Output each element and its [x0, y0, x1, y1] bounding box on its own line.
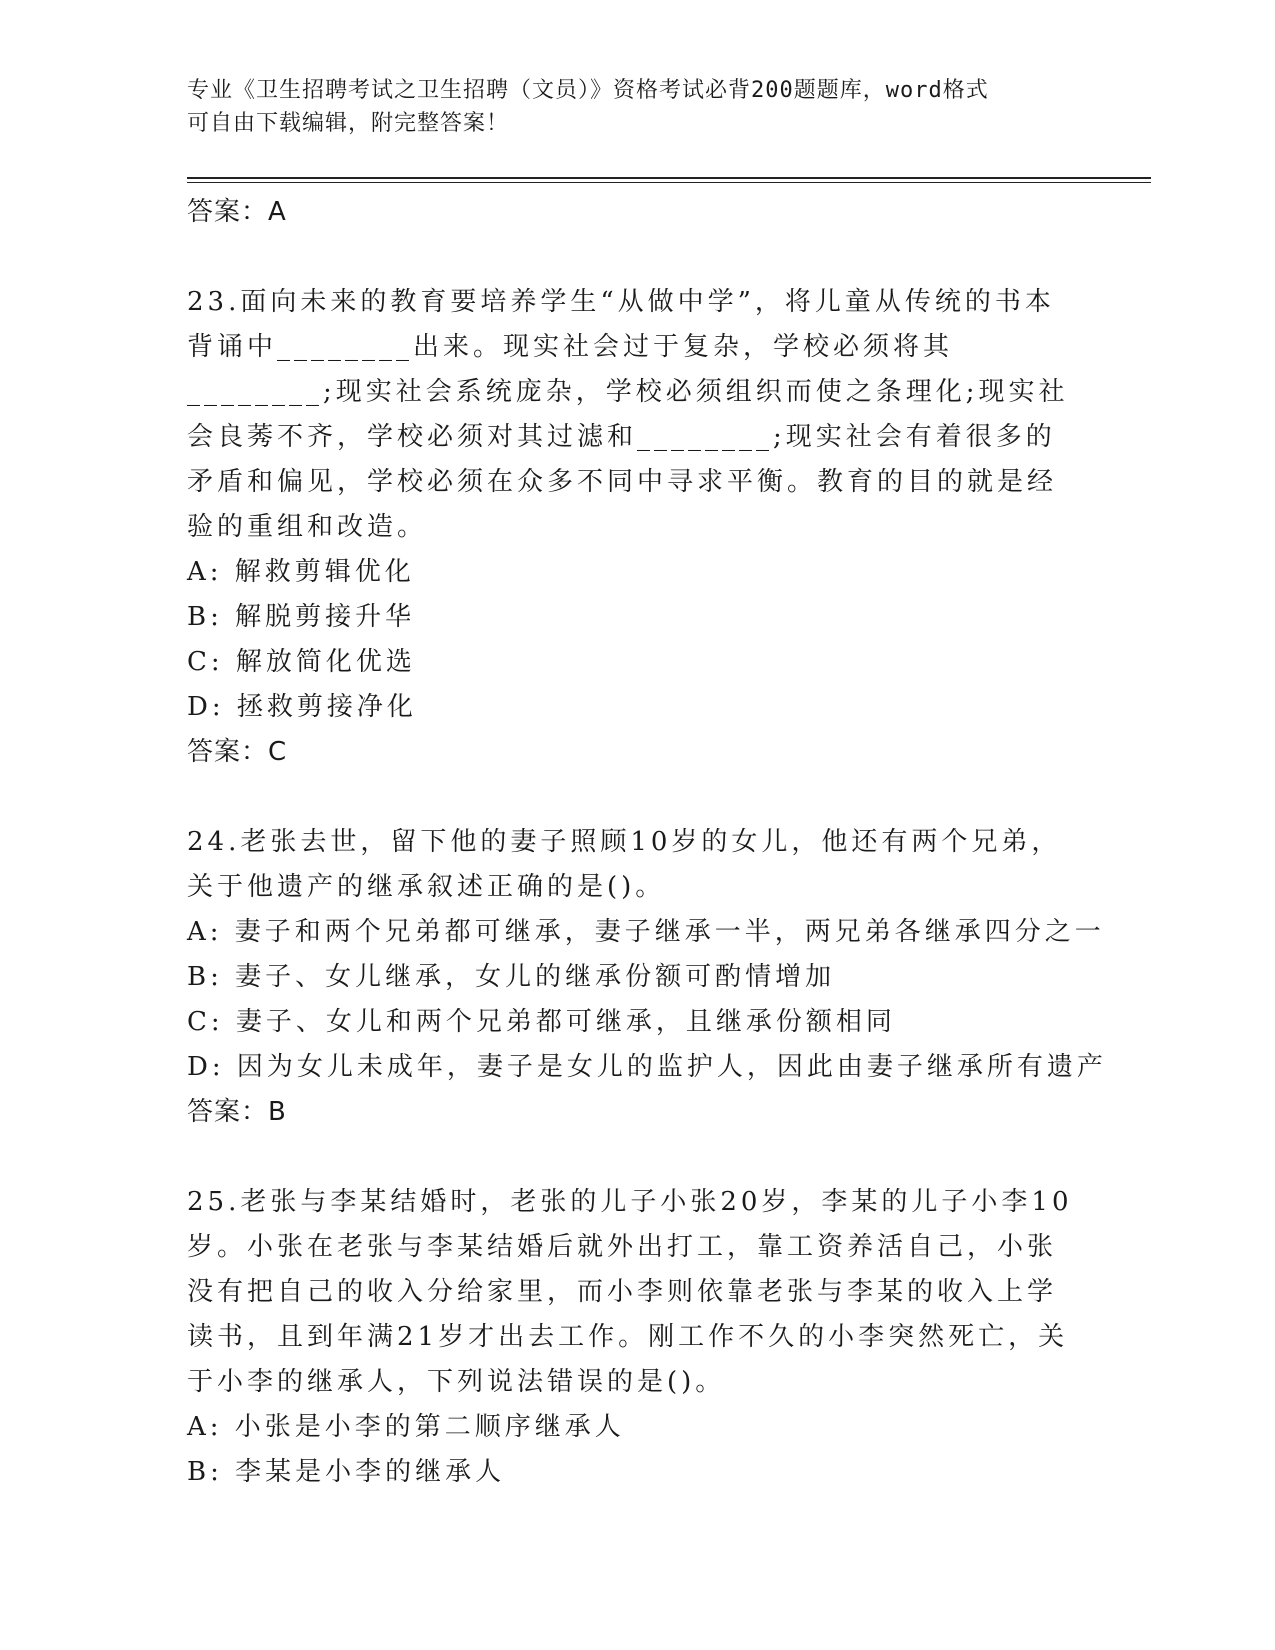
answer-label: 答案：A [187, 197, 287, 227]
option-b: B: 妻子、女儿继承，女儿的继承份额可酌情增加 [187, 962, 836, 992]
option-a: A: 解救剪辑优化 [187, 557, 415, 587]
header-line-2: 可自由下载编辑，附完整答案！ [187, 111, 510, 136]
question-24 [187, 820, 1107, 1134]
question-25 [187, 1180, 1087, 1495]
option-c: C: 妻子、女儿和两个兄弟都可继承，且继承份额相同 [187, 1007, 896, 1037]
question-text: 23.面向未来的教育要培养学生“从做中学”，将儿童从传统的书本背诵中________出来。现实社会过于复杂，学校必须将其________;现实社会系统庞杂，学校必须组织而使之条理化;现实社会良莠不齐，学校必须对其过滤和________;现实社会有着很多的矛盾和偏见，学校必须在众多不同中寻求平衡。教育的目的就是经验的重组和改造。 [187, 287, 1069, 542]
document-body [187, 190, 1107, 1495]
question-23 [187, 280, 1087, 774]
answer-label: 答案：C [187, 737, 288, 767]
question-text: 25.老张与李某结婚时，老张的儿子小张20岁，李某的儿子小李10岁。小张在老张与李某结婚后就外出打工，靠工资养活自己，小张没有把自己的收入分给家里，而小李则依靠老张与李某的收入上学读书，且到年满21岁才出去工作。刚工作不久的小李突然死亡，关于小李的继承人，下列说法错误的是()。 [187, 1187, 1073, 1397]
option-b: B: 李某是小李的继承人 [187, 1457, 506, 1487]
option-a: A: 小张是小李的第二顺序继承人 [187, 1412, 625, 1442]
answer-label: 答案：B [187, 1097, 287, 1127]
header-divider-thick [187, 177, 1151, 179]
option-a: A: 妻子和两个兄弟都可继承，妻子继承一半，两兄弟各继承四分之一 [187, 917, 1105, 947]
option-c: C: 解放简化优选 [187, 647, 416, 677]
option-d: D: 因为女儿未成年，妻子是女儿的监护人，因此由妻子继承所有遗产 [187, 1052, 1107, 1082]
option-d: D: 拯救剪接净化 [187, 692, 417, 722]
document-header [187, 74, 1067, 140]
question-text: 24.老张去世，留下他的妻子照顾10岁的女儿，他还有两个兄弟，关于他遗产的继承叙述正确的是()。 [187, 827, 1062, 902]
header-line-1: 专业《卫生招聘考试之卫生招聘（文员）》资格考试必背200题题库，word格式 [187, 78, 989, 103]
option-b: B: 解脱剪接升华 [187, 602, 416, 632]
header-divider-thin [187, 182, 1151, 183]
